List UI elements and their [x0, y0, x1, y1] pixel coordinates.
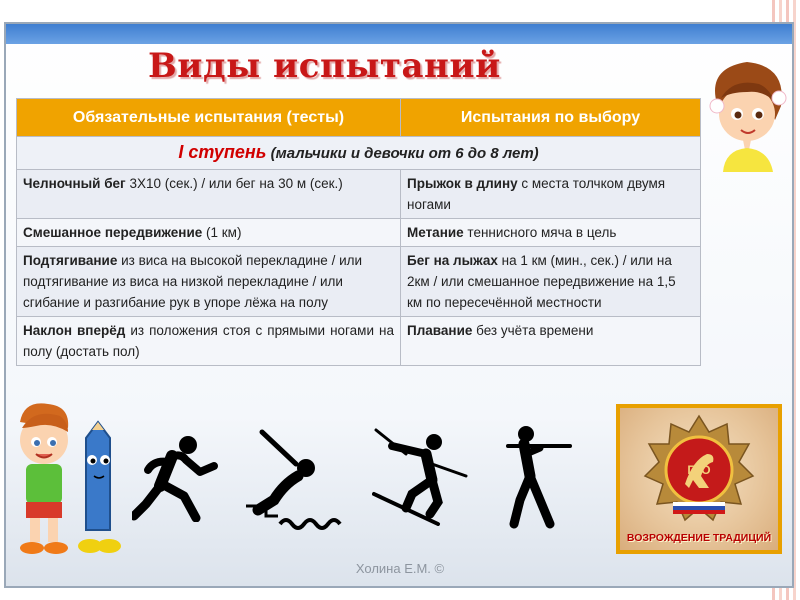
test-name: Челночный бег — [23, 176, 126, 191]
tests-table — [16, 98, 701, 366]
test-name: Наклон вперёд — [23, 323, 126, 338]
test-name: Прыжок в длину — [407, 176, 518, 191]
test-description: (1 км) — [202, 225, 242, 240]
stage-row — [17, 137, 701, 170]
optional-cell — [401, 317, 701, 366]
test-name: Подтягивание — [23, 253, 118, 268]
stage-details: (мальчики и девочки от 6 до 8 лет) — [270, 145, 539, 162]
test-description: без учёта времени — [472, 323, 594, 338]
test-name: Бег на лыжах — [407, 253, 498, 268]
test-description: из положения стоя с прямыми ногами на полу (достать пол) — [23, 323, 394, 359]
table-row — [17, 170, 701, 219]
table-row — [17, 317, 701, 366]
gto-logo-text: ГТО — [687, 463, 711, 477]
footer-author: Холина Е.М. © — [355, 561, 445, 576]
boy-with-pencil-icon — [12, 398, 122, 558]
stage-label: I ступень — [178, 142, 267, 162]
table-row — [17, 219, 701, 247]
test-name: Плавание — [407, 323, 473, 338]
page-title: Виды испытаний — [148, 46, 501, 86]
optional-cell — [401, 247, 701, 317]
test-name: Смешанное передвижение — [23, 225, 203, 240]
table-row — [17, 247, 701, 317]
girl-cartoon-icon — [703, 54, 791, 172]
swimming-icon — [240, 428, 342, 532]
test-name: Метание — [407, 225, 464, 240]
mandatory-cell — [17, 170, 401, 219]
optional-cell — [401, 170, 701, 219]
shooting-icon — [504, 424, 576, 530]
running-icon — [132, 430, 222, 522]
optional-cell — [401, 219, 701, 247]
skiing-icon — [372, 424, 472, 526]
test-description: с места толчком двумя ногами — [407, 176, 666, 212]
test-description: на 1 км (мин., сек.) / или на 2км / или смешанное передвижение на 1,5 км по пересечённой местности — [407, 253, 676, 310]
gto-badge-icon — [643, 414, 755, 526]
test-description: из виса на высокой перекладине / или подтягивание из виса на низкой перекладине / или сгибание и разгибание рук в упоре лёжа на полу — [23, 253, 363, 310]
stage-cell — [17, 137, 701, 170]
slide-top-band — [6, 24, 792, 44]
table-header-row — [17, 99, 701, 137]
gto-badge-image — [616, 404, 782, 554]
mandatory-cell — [17, 219, 401, 247]
mandatory-cell — [17, 247, 401, 317]
header-mandatory: Обязательные испытания (тесты) — [17, 99, 401, 137]
header-optional: Испытания по выбору — [401, 99, 701, 137]
test-description: теннисного мяча в цель — [463, 225, 617, 240]
test-description: 3Х10 (сек.) / или бег на 30 м (сек.) — [125, 176, 343, 191]
mandatory-cell — [17, 317, 401, 366]
badge-caption: ВОЗРОЖДЕНИЕ ТРАДИЦИЙ — [626, 532, 772, 544]
